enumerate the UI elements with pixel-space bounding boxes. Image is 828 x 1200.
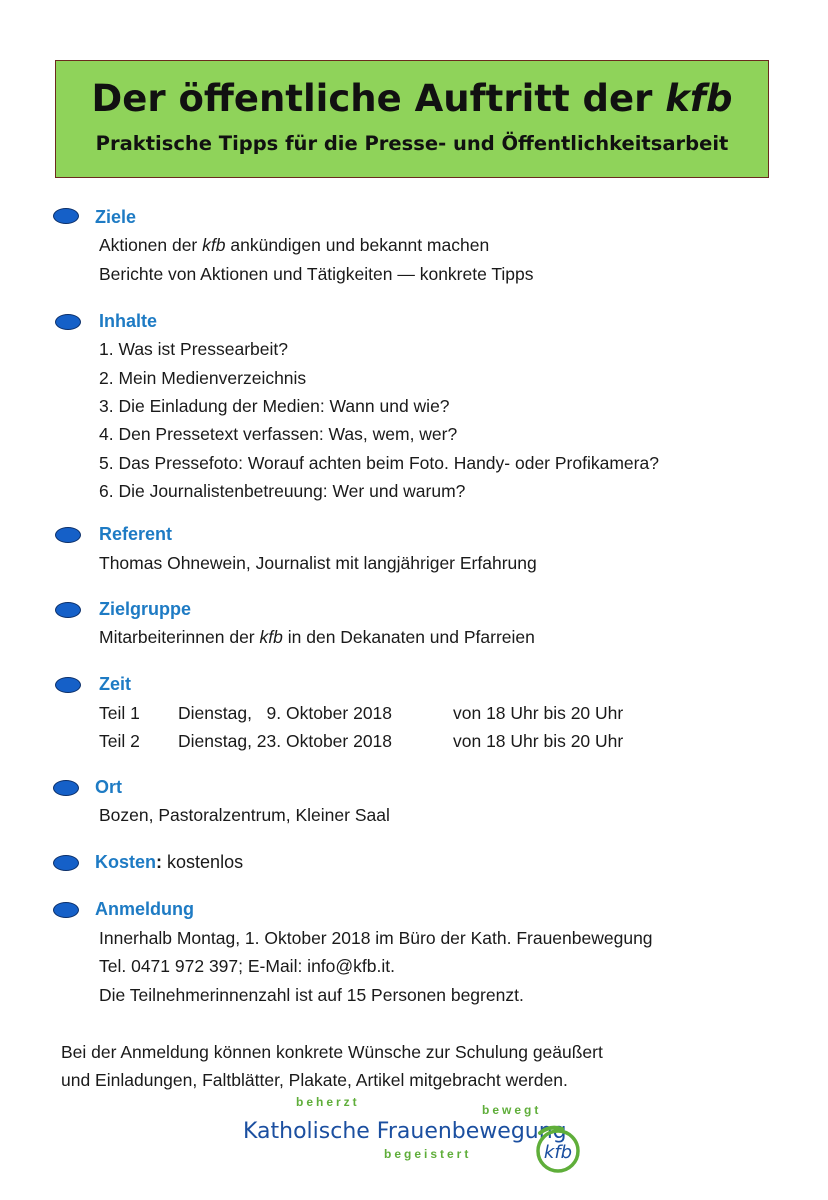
heading-ziele: Ziele bbox=[95, 207, 137, 227]
zeit-row: Teil 2 Dienstag, 23. Oktober 2018 von 18 Uhr bis 20 Uhr bbox=[99, 731, 624, 751]
bullet-icon bbox=[55, 527, 81, 543]
page-title: Der öffentliche Auftritt der kfb bbox=[91, 77, 733, 120]
inhalte-item: 6. Die Journalistenbetreuung: Wer und warum? bbox=[99, 481, 466, 501]
bullet-icon bbox=[53, 208, 79, 224]
logo-name: Katholische Frauenbewegung bbox=[243, 1119, 567, 1144]
heading-zeit: Zeit bbox=[99, 674, 132, 694]
zeit-row: Teil 1 Dienstag, 9. Oktober 2018 von 18 Uhr bis 20 Uhr bbox=[99, 703, 624, 723]
anmeldung-line: Die Teilnehmerinnenzahl ist auf 15 Personen begrenzt. bbox=[99, 985, 524, 1005]
header-banner bbox=[55, 60, 769, 178]
inhalte-item: 5. Das Pressefoto: Worauf achten beim Foto. Handy- oder Profikamera? bbox=[99, 453, 659, 473]
ziele-line-1: Aktionen der kfb ankündigen und bekannt machen bbox=[99, 235, 490, 255]
inhalte-item: 1. Was ist Pressearbeit? bbox=[99, 339, 289, 359]
svg-text:kfb: kfb bbox=[543, 1142, 573, 1163]
inhalte-item: 4. Den Pressetext verfassen: Was, wem, wer? bbox=[99, 424, 458, 444]
anmeldung-line: Tel. 0471 972 397; E-Mail: info@kfb.it. bbox=[99, 956, 395, 976]
heading-kosten: Kosten: kostenlos bbox=[95, 852, 244, 872]
logo-tagline-begeistert: begeistert bbox=[384, 1147, 472, 1161]
kfb-mark-icon bbox=[530, 1121, 586, 1177]
footer-line-1: Bei der Anmeldung können konkrete Wünsche zur Schulung geäußert bbox=[61, 1042, 603, 1062]
bullet-icon bbox=[53, 780, 79, 796]
bullet-icon bbox=[53, 902, 79, 918]
footer-line-2: und Einladungen, Faltblätter, Plakate, Artikel mitgebracht werden. bbox=[61, 1070, 568, 1090]
anmeldung-line: Innerhalb Montag, 1. Oktober 2018 im Büro der Kath. Frauenbewegung bbox=[99, 928, 653, 948]
ort-text: Bozen, Pastoralzentrum, Kleiner Saal bbox=[99, 805, 390, 825]
logo-tagline-bewegt: bewegt bbox=[482, 1103, 542, 1117]
bullet-icon bbox=[55, 602, 81, 618]
bullet-icon bbox=[53, 855, 79, 871]
heading-anmeldung: Anmeldung bbox=[95, 899, 194, 919]
logo-tagline-beherzt: beherzt bbox=[296, 1095, 360, 1109]
inhalte-item: 2. Mein Medienverzeichnis bbox=[99, 368, 307, 388]
page-subtitle: Praktische Tipps für die Presse- und Öffentlichkeitsarbeit bbox=[95, 132, 729, 155]
kfb-logo bbox=[238, 1093, 588, 1185]
bullet-icon bbox=[55, 677, 81, 693]
referent-text: Thomas Ohnewein, Journalist mit langjähriger Erfahrung bbox=[99, 553, 537, 573]
heading-ort: Ort bbox=[95, 777, 122, 797]
title-kfb: kfb bbox=[665, 77, 733, 120]
bullet-icon bbox=[55, 314, 81, 330]
zielgruppe-text: Mitarbeiterinnen der kfb in den Dekanaten und Pfarreien bbox=[99, 627, 535, 647]
kosten-value: kostenlos bbox=[167, 852, 244, 872]
heading-zielgruppe: Zielgruppe bbox=[99, 599, 192, 619]
ziele-line-2: Berichte von Aktionen und Tätigkeiten — konkrete Tipps bbox=[99, 264, 534, 284]
inhalte-item: 3. Die Einladung der Medien: Wann und wie? bbox=[99, 396, 450, 416]
heading-referent: Referent bbox=[99, 524, 173, 544]
heading-inhalte: Inhalte bbox=[99, 311, 158, 331]
